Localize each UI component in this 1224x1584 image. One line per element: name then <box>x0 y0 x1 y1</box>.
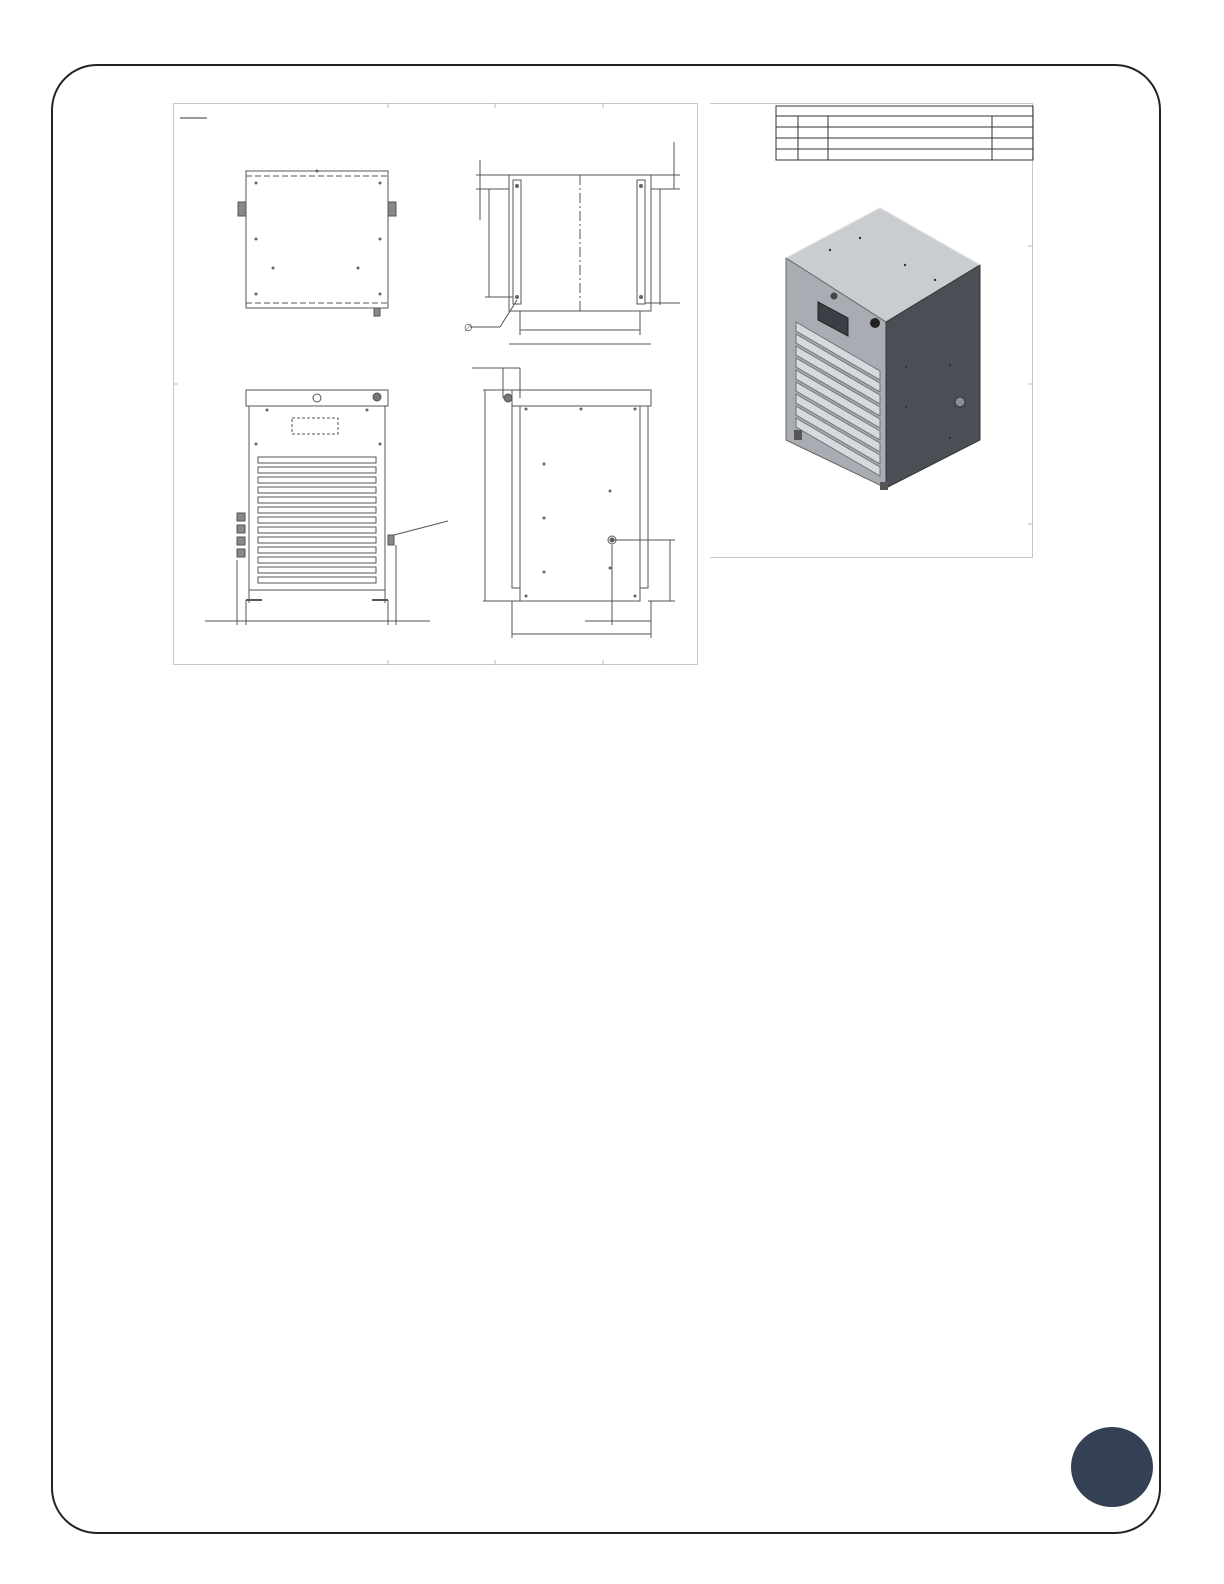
revision-table <box>776 106 1033 160</box>
front-view <box>205 390 448 625</box>
top-view <box>238 170 396 317</box>
diameter-symbol: ∅ <box>464 323 473 334</box>
front-louvers <box>258 457 376 583</box>
side-view-upper <box>464 142 680 344</box>
isometric-view <box>786 208 980 490</box>
page-number-badge <box>1071 1427 1153 1507</box>
side-view-lower <box>472 368 675 638</box>
